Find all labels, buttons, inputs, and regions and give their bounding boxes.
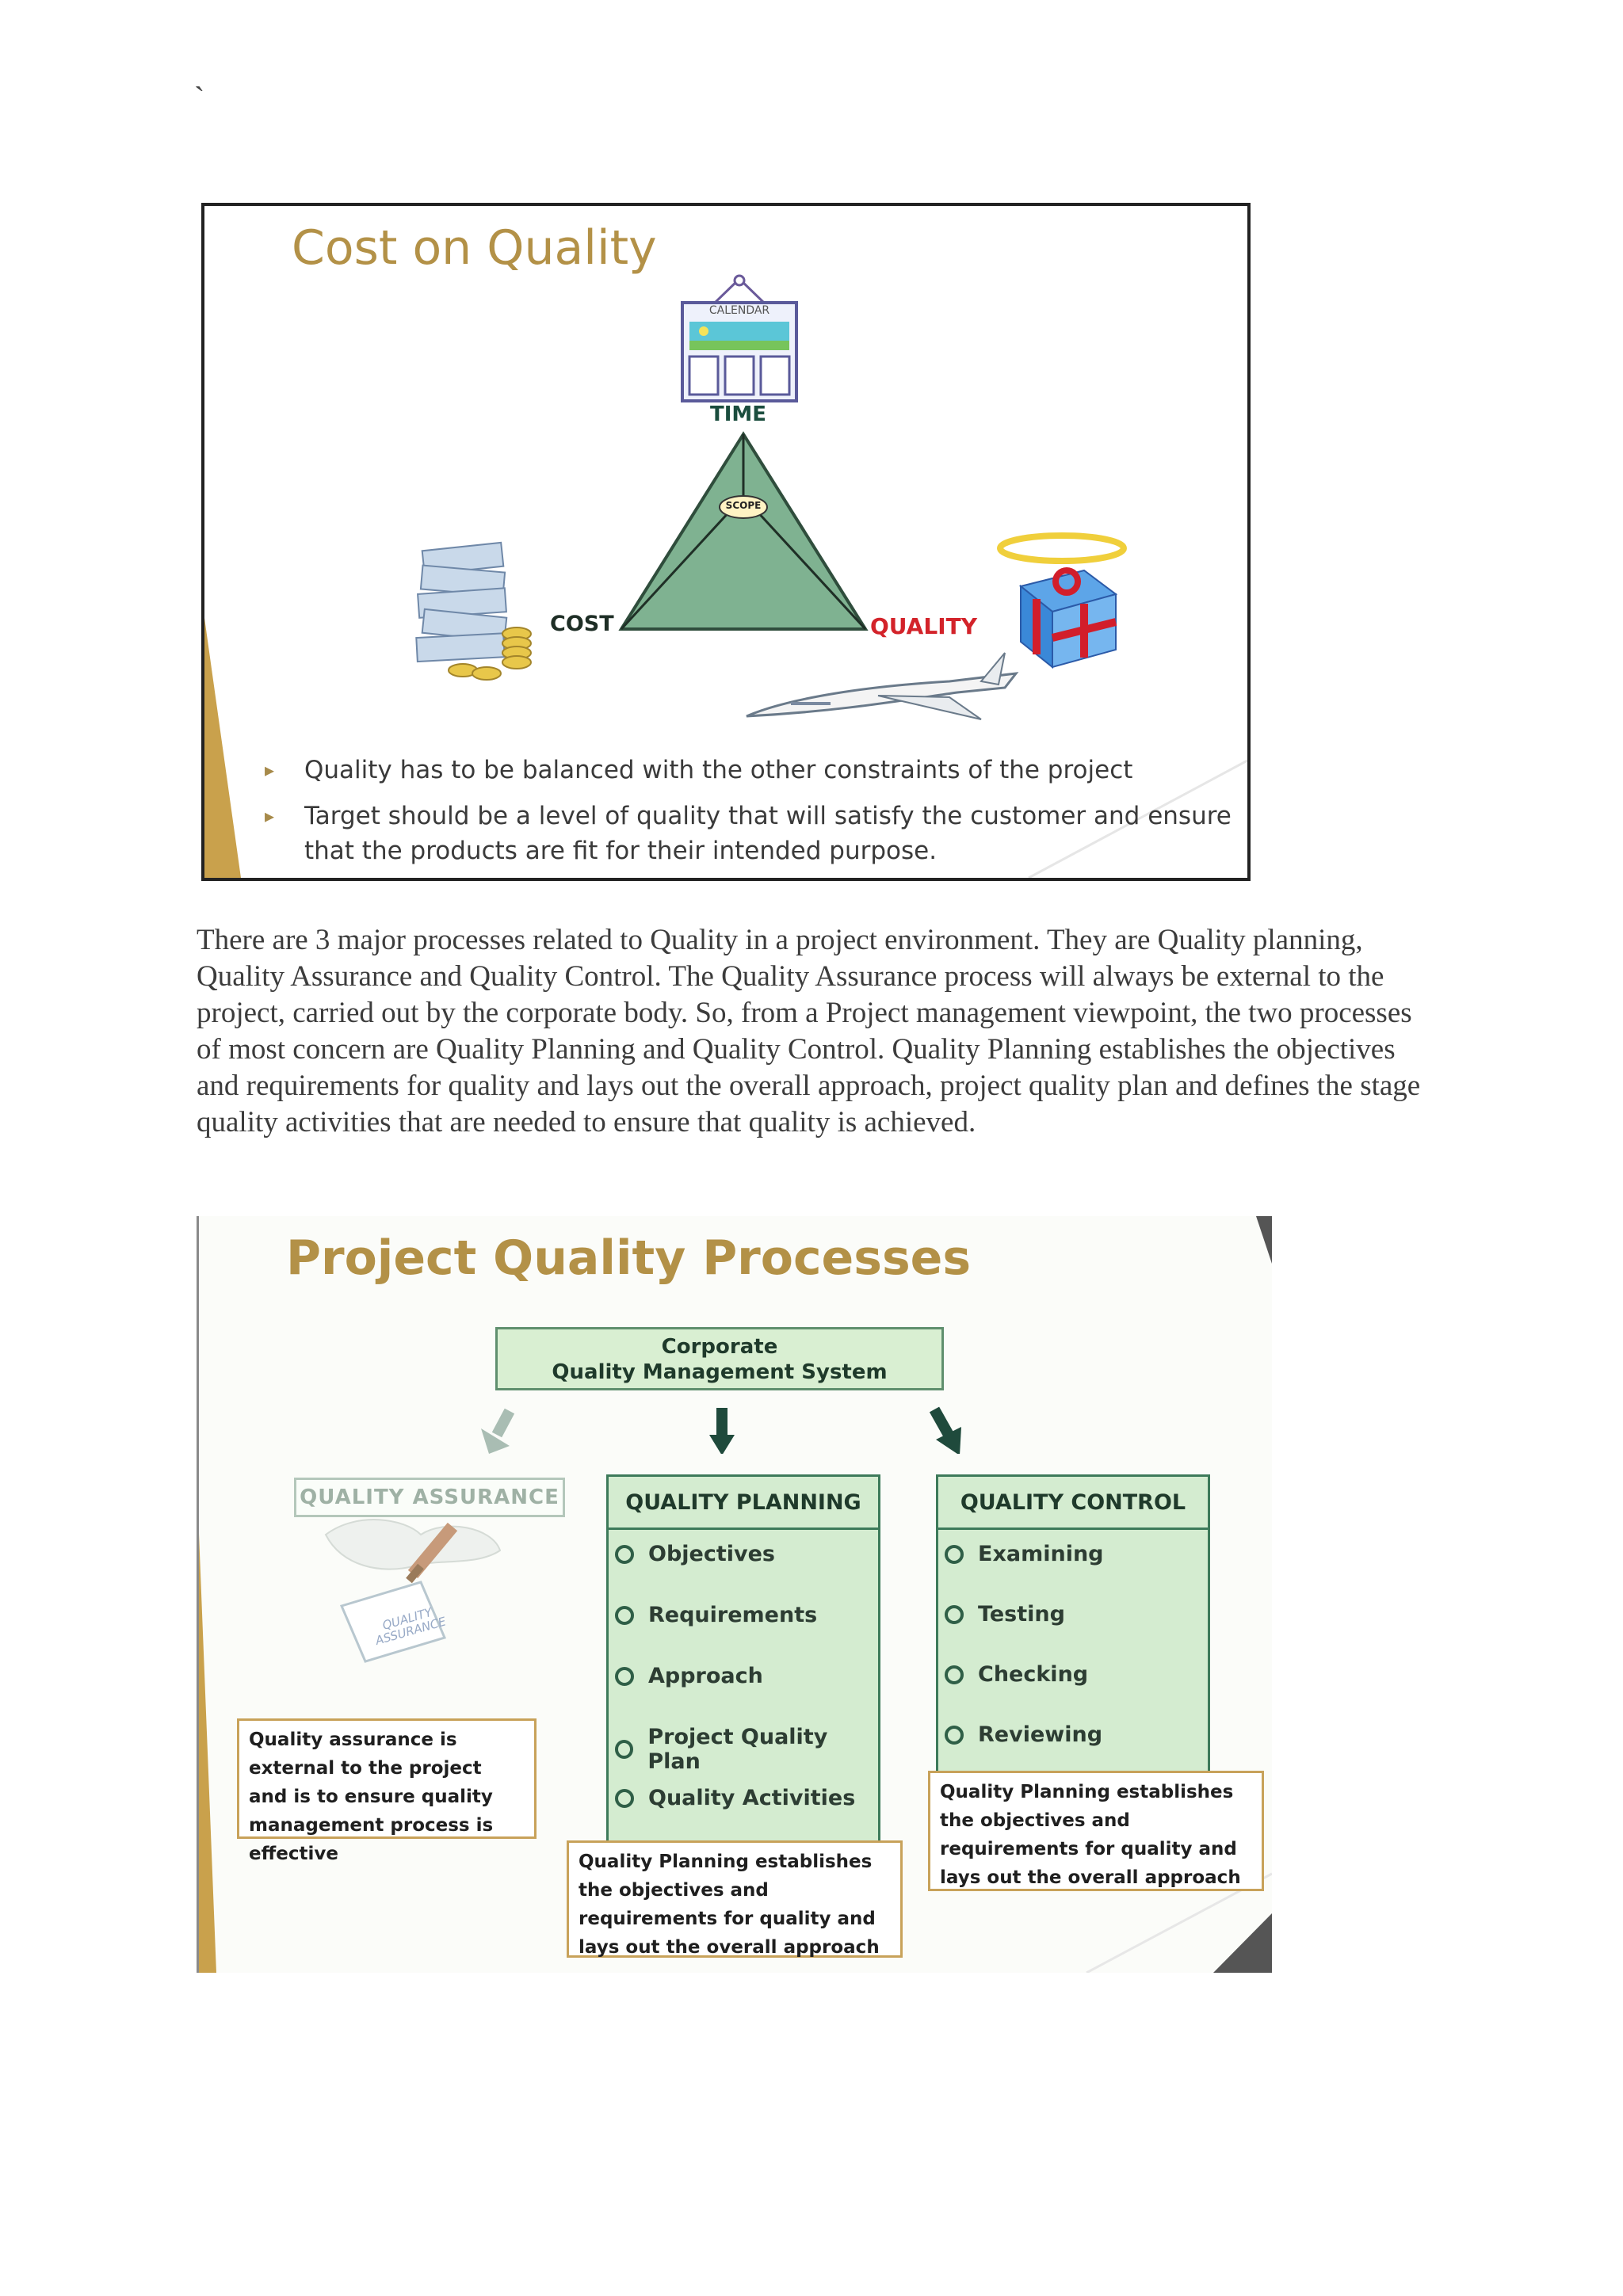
qp-header: QUALITY PLANNING [609,1477,878,1530]
calendar-icon [680,274,799,409]
qp-item: Project Quality Plan [615,1725,878,1774]
cqms-line1: Corporate [661,1335,778,1359]
arrow-to-qa [481,1411,510,1454]
qc-header: QUALITY CONTROL [938,1477,1208,1530]
qp-panel [606,1474,880,1855]
cost-label: COST [550,612,614,636]
time-label: TIME [710,402,767,426]
circle-bullet-icon [615,1667,634,1686]
arrow-to-qp [709,1408,735,1454]
circle-bullet-icon [945,1726,964,1745]
slide2-title: Project Quality Processes [286,1230,972,1286]
qp-item: Requirements [615,1603,817,1627]
circle-bullet-icon [945,1605,964,1624]
stray-backtick: ` [194,80,205,116]
qp-note: Quality Planning establishes the objectives and requirements for quality and lays out the overall approach [567,1840,903,1958]
qa-note: Quality assurance is external to the project and is to ensure quality management process is effective [237,1718,537,1839]
slide1-bullet: ▸ Quality has to be balanced with the other constraints of the project [265,753,1232,788]
flow-arrows [199,1216,1272,1454]
circle-bullet-icon [615,1606,634,1625]
qc-note: Quality Planning establishes the objectives and requirements for quality and lays out the overall approach [928,1771,1264,1891]
scope-label: SCOPE [725,500,762,511]
circle-bullet-icon [615,1740,633,1759]
circle-bullet-icon [615,1545,634,1564]
jet-plane-icon [743,650,1029,729]
qc-panel [936,1474,1210,1799]
qc-item: Testing [945,1602,1065,1627]
qa-document-icon [294,1511,548,1669]
qc-item: Reviewing [945,1722,1102,1747]
slide1-title: Cost on Quality [292,220,657,276]
slide-project-quality-processes [197,1216,1272,1973]
qp-item: Objectives [615,1542,775,1566]
calendar-label: CALENDAR [708,304,770,317]
money-stack-icon [415,539,534,681]
qp-item: Approach [615,1664,763,1688]
circle-bullet-icon [615,1789,634,1808]
scope-triangle [617,431,870,637]
cqms-line2: Quality Management System [552,1360,888,1384]
slide1-bullet-list [265,753,1232,879]
qa-document-text: QUALITY ASSURANCE [373,1604,448,1648]
slide-cost-on-quality [201,203,1251,881]
arrow-to-qc [934,1409,961,1454]
qc-item: Examining [945,1542,1104,1566]
body-paragraph: There are 3 major processes related to Quality in a project environment. They are Quality planning, Quality Assurance and Quality Control. The Quality Assurance process will always be external to the project, carried out by the corporate body. So, from a Project management viewpoint, the two processes of most concern are Quality Planning and Quality Control. Quality Planning establishes the objectives and requirements for quality and lays out the overall approach, project quality plan and defines the stage quality activities that are needed to ensure that quality is achieved. [197,924,1421,1138]
circle-bullet-icon [945,1665,964,1684]
quality-label: QUALITY [870,613,977,639]
qp-item: Quality Activities [615,1786,855,1810]
circle-bullet-icon [945,1545,964,1564]
qa-label: QUALITY ASSURANCE [294,1478,565,1517]
qc-item: Checking [945,1662,1088,1687]
slide1-bullet: ▸ Target should be a level of quality that will satisfy the customer and ensure that the products are fit for their intended purpose. [265,799,1232,868]
